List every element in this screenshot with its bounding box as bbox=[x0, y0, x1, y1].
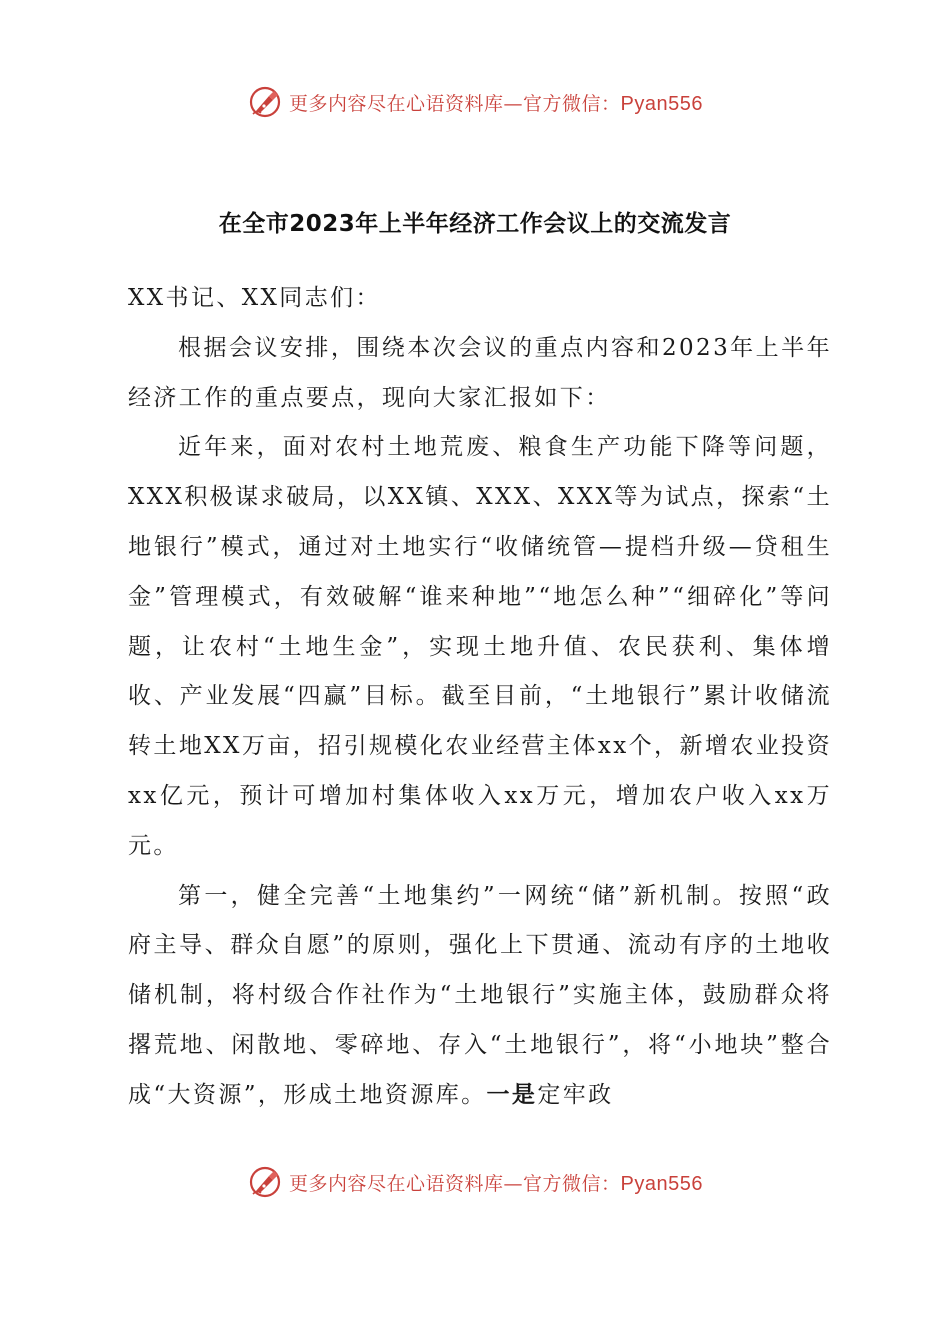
pen-nib-seal-icon bbox=[247, 84, 283, 120]
section-1-tail: 定牢政 bbox=[537, 1081, 614, 1108]
paragraph-intro: 根据会议安排，围绕本次会议的重点内容和2023年上半年经济工作的重点要点，现向大家汇报如下： bbox=[128, 334, 832, 411]
paragraph-section-1 bbox=[128, 872, 832, 1121]
section-1-bold-marker: 一是 bbox=[486, 1081, 538, 1108]
section-1-text: 第一，健全完善“土地集约”一网统“储”新机制。按照“政府主导、群众自愿”的原则，强化上下贯通、流动有序的土地收储机制，将村级合作社作为“土地银行”实施主体，鼓励群众将撂荒地、闲散地、零碎地、存入“土地银行”，将“小地块”整合成“大资源”，形成土地资源库。 bbox=[128, 882, 832, 1108]
document-body bbox=[128, 274, 832, 1121]
salutation: XX书记、XX同志们： bbox=[128, 285, 381, 311]
banner-text: 更多内容尽在心语资料库—官方微信：Pyan556 bbox=[289, 1172, 703, 1195]
document-title: 在全市2023年上半年经济工作会议上的交流发言 bbox=[218, 211, 732, 237]
pen-nib-seal-icon bbox=[247, 1164, 283, 1200]
banner-text: 更多内容尽在心语资料库—官方微信：Pyan556 bbox=[289, 92, 703, 115]
footer-banner bbox=[0, 1162, 950, 1202]
paragraph-background: 近年来，面对农村土地荒废、粮食生产功能下降等问题，XXX积极谋求破局，以XX镇、XXX、XXX等为试点，探索“土地银行”模式，通过对土地实行“收储统管—提档升级—贷租生金”管理模式，有效破解“谁来种地”“地怎么种”“细碎化”等问题，让农村“土地生金”，实现土地升值、农民获利、集体增收、产业发展“四赢”目标。截至目前，“土地银行”累计收储流转土地XX万亩，招引规模化农业经营主体xx个，新增农业投资xx亿元，预计可增加村集体收入xx万元，增加农户收入xx万元。 bbox=[128, 434, 832, 859]
header-banner bbox=[0, 82, 950, 122]
